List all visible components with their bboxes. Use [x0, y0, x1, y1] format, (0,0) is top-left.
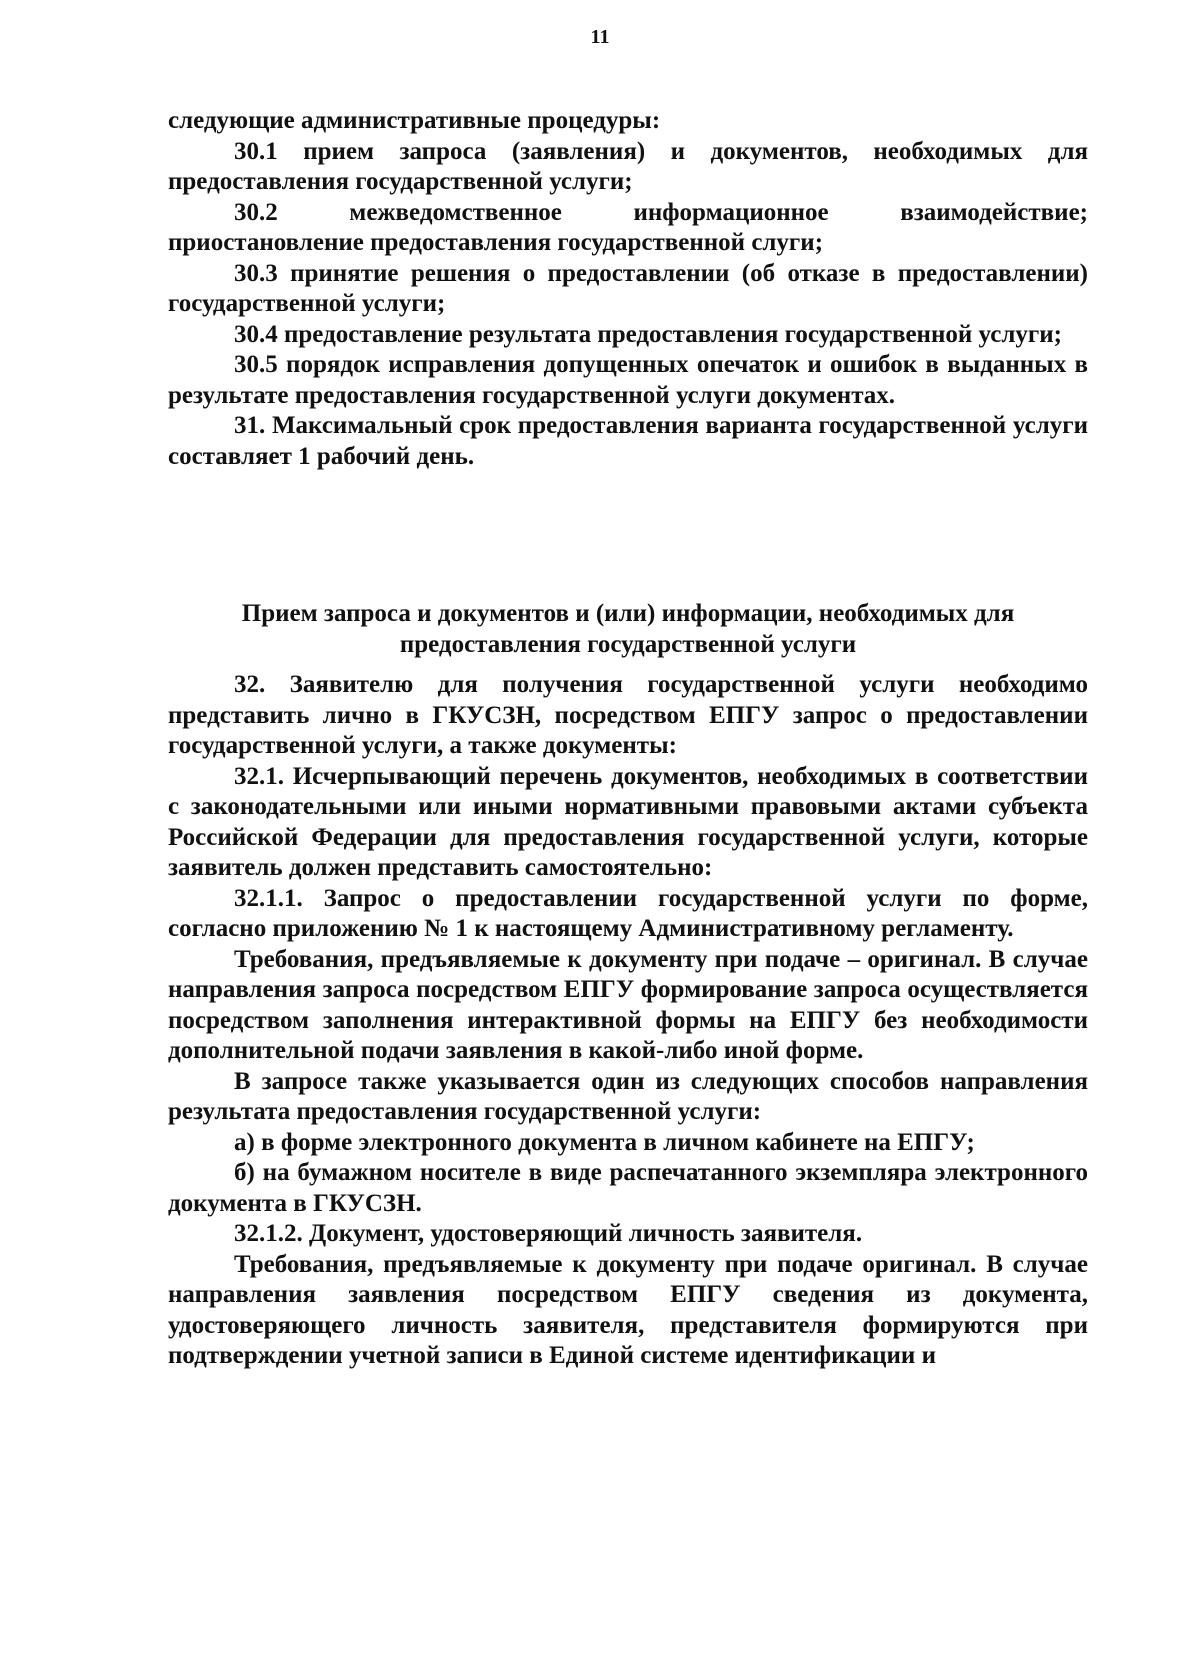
paragraph-result-methods: В запросе также указывается один из следующих способов направления результата предоставления государственной услуги: [168, 1067, 1088, 1125]
paragraph-32-1: 32.1. Исчерпывающий перечень документов, необходимых в соответствии с законодательными или иными нормативными правовыми актами субъекта Российской Федерации для предоставления государственной услуги, которые заявитель должен представить самостоятельно: [168, 762, 1088, 881]
paragraph-requirements-2: Требования, предъявляемые к документу при подаче оригинал. В случае направления заявления посредством ЕПГУ сведения из документа, удостоверяющего личность заявителя, представителя формируются при подтверждении учетной записи в Единой системе идентификации и [168, 1250, 1088, 1369]
paragraph-30-3: 30.3 принятие решения о предоставлении (об отказе в предоставлении) государственной услуги; [168, 259, 1088, 317]
paragraph-32-1-1: 32.1.1. Запрос о предоставлении государственной услуги по форме, согласно приложению № 1 к настоящему Административному регламенту. [168, 884, 1088, 942]
paragraph-requirements-1: Требования, предъявляемые к документу при подаче – оригинал. В случае направления запроса посредством ЕПГУ формирование запроса осуществляется посредством заполнения интерактивной формы на ЕПГУ без необходимости дополнительной подачи заявления в какой-либо иной форме. [168, 945, 1088, 1064]
paragraph-30-5: 30.5 порядок исправления допущенных опечаток и ошибок в выданных в результате предоставления государственной услуги документах. [168, 351, 1088, 409]
paragraph-31: 31. Максимальный срок предоставления варианта государственной услуги составляет 1 рабочий день. [168, 412, 1088, 470]
section-heading-line-2: предоставления государственной услуги [399, 631, 857, 658]
paragraph-intro: следующие административные процедуры: [168, 107, 661, 134]
section-heading [168, 598, 1088, 660]
paragraph-32: 32. Заявителю для получения государственной услуги необходимо представить лично в ГКУСЗН, посредством ЕПГУ запрос о предоставлении государственной услуги, а также документы: [168, 671, 1088, 759]
paragraph-option-b: б) на бумажном носителе в виде распечатанного экземпляра электронного документа в ГКУСЗН. [168, 1159, 1088, 1217]
paragraph-option-a: а) в форме электронного документа в личном кабинете на ЕПГУ; [234, 1128, 975, 1156]
paragraph-30-2: 30.2 межведомственное информационное взаимодействие; приостановление предоставления государственной слуги; [168, 198, 1088, 256]
procedures-list [168, 106, 1088, 472]
section-request-acceptance [168, 598, 1088, 1372]
paragraph-30-4: 30.4 предоставление результата предоставления государственной услуги; [234, 320, 1062, 348]
paragraph-30-1: 30.1 прием запроса (заявления) и документов, необходимых для предоставления государственной услуги; [168, 137, 1088, 195]
page-number: 11 [590, 26, 610, 48]
paragraph-32-1-2: 32.1.2. Документ, удостоверяющий личность заявителя. [234, 1220, 863, 1247]
section-heading-line-1: Прием запроса и документов и (или) информации, необходимых для [241, 600, 1015, 627]
